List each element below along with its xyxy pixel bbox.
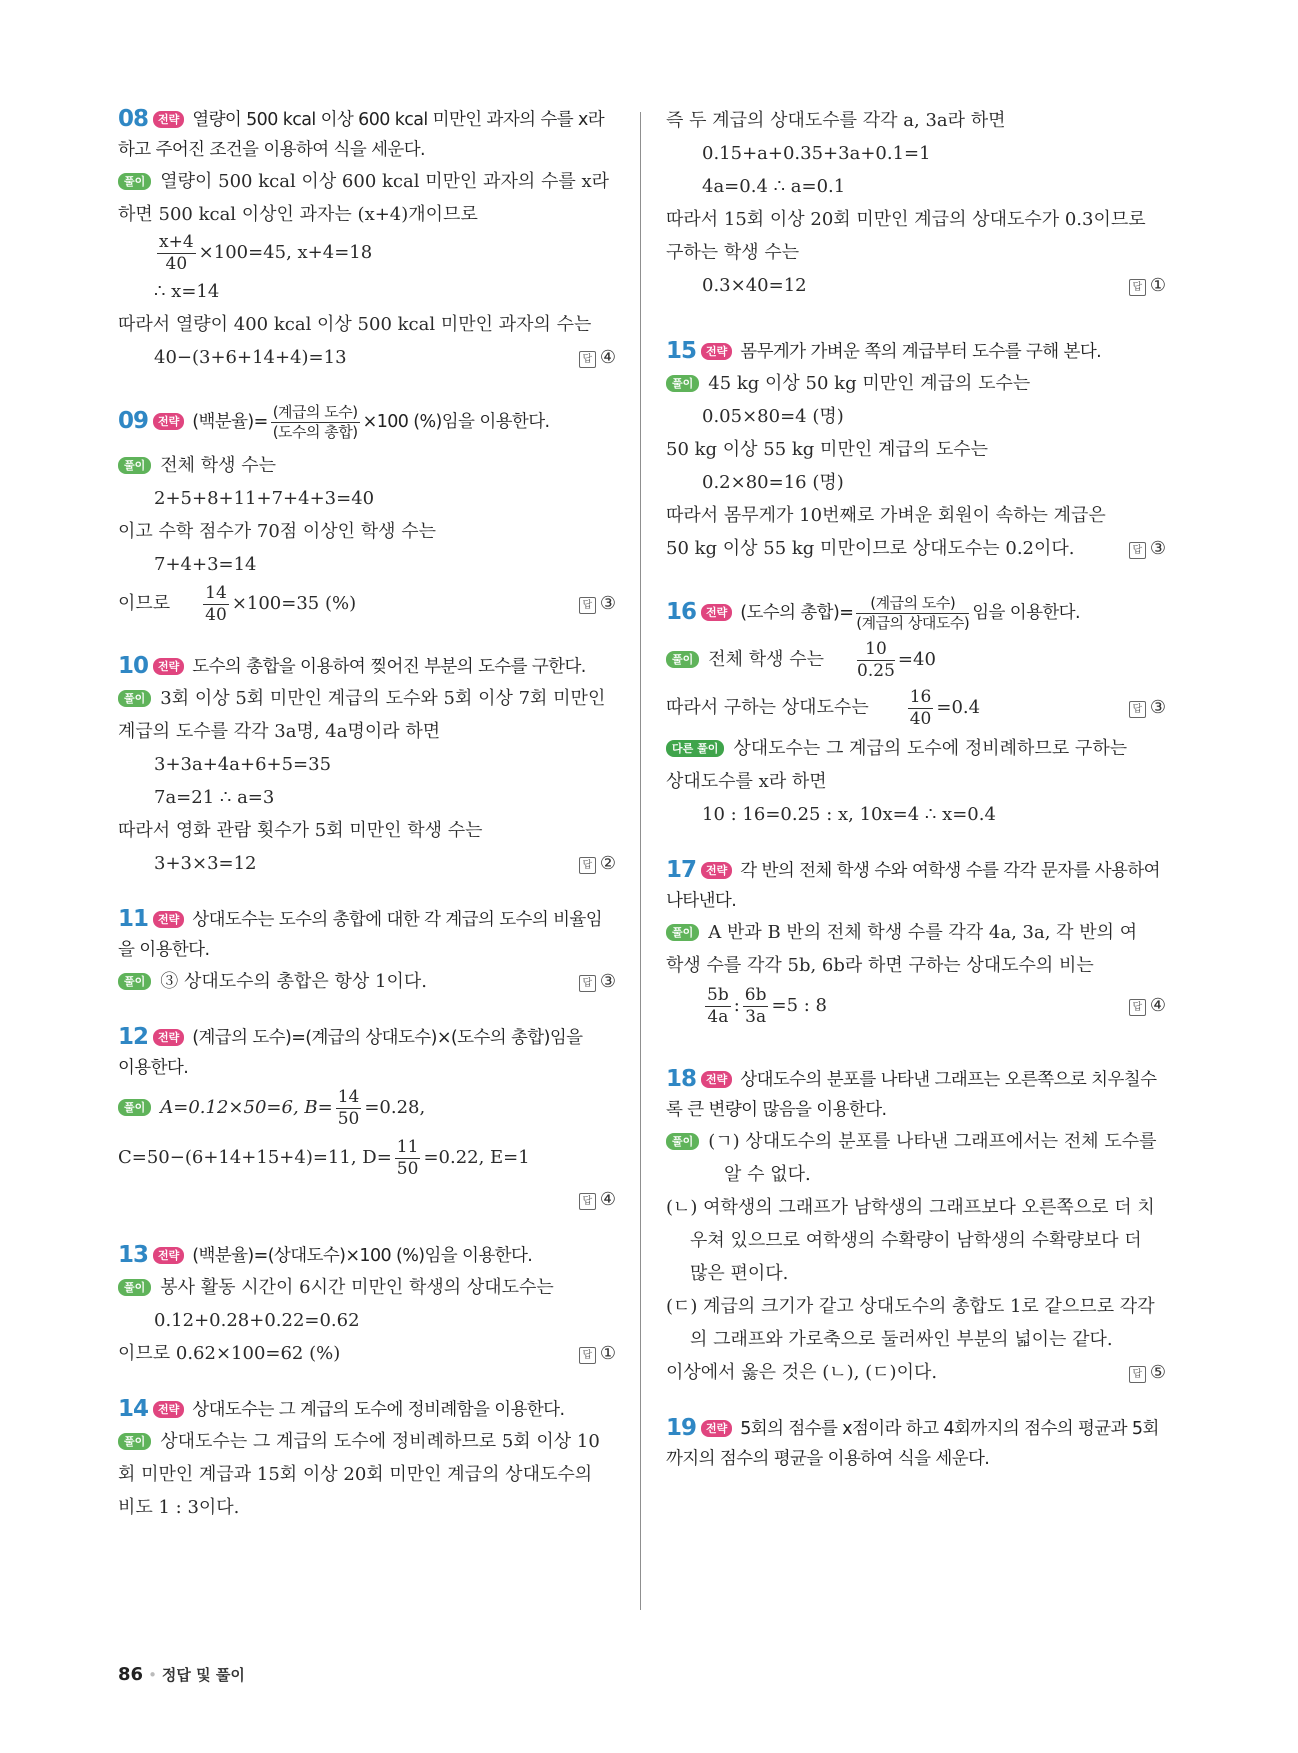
equation: 3+3×3=12 [154,853,257,874]
answer-icon: 답 [579,597,596,614]
answer: 답 ③ [579,965,616,998]
answer-icon: 답 [1129,279,1146,296]
answer-icon: 답 [579,975,596,992]
problem-17: 17 전략 각 반의 전체 학생 수와 여학생 수를 각각 문자를 사용하여 나타낸다. 풀이 A 반과 B 반의 전체 학생 수를 각각 4a, 3a, 각 반의 여 학생 수를 각각 5b, 6b라 하면 구하는 상대도수의 비는 $\frac{5b}{4a}$ : $\frac{6b}{3a}$ =5 : 8 답 ④ [666,855,1166,1030]
column-divider [640,112,641,1610]
equation: 0.05×80=4 (명) [702,406,844,427]
strategy-badge: 전략 [701,604,732,621]
solution-badge: 풀이 [118,1433,151,1450]
equation: 40−(3+6+14+4)=13 [154,347,347,368]
strategy-text: 하고 주어진 조건을 이용하여 식을 세운다. [118,140,425,160]
fraction: $\frac{11}{50}$ [396,1136,419,1179]
problem-number: 13 [118,1242,149,1268]
answer: 답 ③ [579,581,616,627]
strategy-badge: 전략 [701,862,732,879]
answer-icon: 답 [579,351,596,368]
problem-08 [118,104,616,374]
equation: 0.3×40=12 [702,275,807,296]
solution-badge: 풀이 [666,924,699,941]
answer: 답 ④ [1129,982,1166,1030]
problem-number: 17 [666,857,697,883]
solution-text: 하면 500 kcal 이상인 과자는 (x+4)개이므로 [118,204,478,225]
problem-14: 14 전략 상대도수는 그 계급의 도수에 정비례함을 이용한다. 풀이 상대도수는 그 계급의 도수에 정비례하므로 5회 이상 10 회 미만인 계급과 15회 이상 20회 미만인 계급의 상대도수의 비도 1 : 3이다. [118,1396,600,1518]
answer-icon: 답 [579,857,596,874]
strategy-badge: 전략 [153,1029,184,1046]
left-column [118,104,616,1524]
answer-icon: 답 [579,1347,596,1364]
equation: 4a=0.4 ∴ a=0.1 [702,176,846,197]
equation: 7a=21 ∴ a=3 [154,787,275,808]
solution-badge: 풀이 [666,651,699,668]
solution-badge: 풀이 [666,375,699,392]
problem-12: 12 전략 (계급의 도수)=(계급의 상대도수)×(도수의 총합)임을 이용한다. 풀이 A=0.12×50=6, B= $\frac{14}{50}$ =0.28, C=50−(6+14+15+4)=11, D= $\frac{11}{50}$ =0.22, E=1 답 ④ [118,1022,616,1216]
footer-label: 정답 및 풀이 [161,1666,245,1684]
fraction: $\frac{10}{0.25}$ [857,638,895,681]
problem-number: 09 [118,408,149,434]
strategy-badge: 전략 [701,1420,732,1437]
answer-icon: 답 [579,1193,596,1210]
equation: 10 : 16=0.25 : x, 10x=4 ∴ x=0.4 [702,804,996,825]
fraction: $\frac{16}{40}$ [909,686,932,729]
problem-10: 10 전략 도수의 총합을 이용하여 찢어진 부분의 도수를 구한다. 풀이 3회 이상 5회 미만인 계급의 도수와 5회 이상 7회 미만인 계급의 도수를 각각 3a명, 4a명이라 하면 3+3a+4a+6+5=35 7a=21 ∴ a=3 따라서 영화 관람 횟수가 5회 미만인 학생 수는 3+3×3=12 답 ② [118,651,616,880]
equation: 7+4+3=14 [154,554,257,575]
answer-icon: 답 [1129,1366,1146,1383]
solution-text: 열량이 500 kcal 이상 600 kcal 미만인 과자의 수를 x라 [160,171,610,192]
strategy-badge: 전략 [153,1401,184,1418]
problem-11: 11 전략 상대도수는 도수의 총합에 대한 각 계급의 도수의 비율임 을 이용한다. 풀이 ③ 상대도수의 총합은 항상 1이다. 답 ③ [118,904,616,998]
strategy-badge: 전략 [153,658,184,675]
problem-number: 16 [666,599,697,625]
right-column [666,104,1166,1474]
fraction: $\frac{14}{50}$ [337,1086,360,1129]
answer-icon: 답 [1129,999,1146,1016]
problem-number: 18 [666,1066,697,1092]
solution-badge: 풀이 [118,1279,151,1296]
problem-15: 15 전략 몸무게가 가벼운 쪽의 계급부터 도수를 구해 본다. 풀이 45 kg 이상 50 kg 미만인 계급의 도수는 0.05×80=4 (명) 50 kg 이상 55 kg 미만인 계급의 도수는 0.2×80=16 (명) 따라서 몸무게가 10번째로 가벼운 회원이 속하는 계급은 50 kg 이상 55 kg 미만이므로 상대도수는 0.2이다. 답 ③ [666,336,1166,565]
problem-14-continued: 즉 두 계급의 상대도수를 각각 a, 3a라 하면 0.15+a+0.35+3a+0.1=1 4a=0.4 ∴ a=0.1 따라서 15회 이상 20회 미만인 계급의 상대도수가 0.3이므로 구하는 학생 수는 0.3×40=12 답 ① [666,104,1166,302]
page-number: 86 [118,1664,144,1685]
equation: 0.15+a+0.35+3a+0.1=1 [702,143,931,164]
problem-18: 18 전략 상대도수의 분포를 나타낸 그래프는 오른쪽으로 치우칠수 록 큰 변량이 많음을 이용한다. 풀이 (ㄱ) 상대도수의 분포를 나타낸 그래프에서는 전체 도수를 알 수 없다. (ㄴ) 여학생의 그래프가 남학생의 그래프보다 오른쪽으로 더 치 우쳐 있으므로 여학생의 수확량이 남학생의 수확량보다 더 많은 편이다. (ㄷ) 계급의 크기가 같고 상대도수의 총합도 1로 같으므로 각각 의 그래프와 가로축으로 둘러싸인 부분의 넓이는 같다. 이상에서 옳은 것은 (ㄴ), (ㄷ)이다. 답 ⑤ [666,1064,1166,1389]
fraction: $\frac{14}{40}$ [205,582,227,625]
answer: 답 ① [1129,269,1166,302]
answer-icon: 답 [1129,542,1146,559]
equation: ×100=45, x+4=18 [198,242,373,263]
problem-number: 12 [118,1024,149,1050]
fraction: $\frac{5b}{4a}$ [707,984,729,1027]
solution-text: 이고 수학 점수가 70점 이상인 학생 수는 [118,521,437,542]
strategy-badge: 전략 [153,413,184,430]
page-footer: 86 • 정답 및 풀이 [118,1664,245,1685]
solution-badge: 풀이 [118,173,151,190]
fraction: $\frac{6b}{3a}$ [744,984,767,1027]
solution-badge: 풀이 [118,973,151,990]
strategy-badge: 전략 [153,1247,184,1264]
strategy-badge: 전략 [153,911,184,928]
problem-13: 13 전략 (백분율)=(상대도수)×100 (%)임을 이용한다. 풀이 봉사 활동 시간이 6시간 미만인 학생의 상대도수는 0.12+0.28+0.22=0.62 이므로 0.62×100=62 (%) 답 ① [118,1240,616,1370]
strategy-text: 열량이 500 kcal 이상 600 kcal 미만인 과자의 수를 x라 [192,110,605,130]
strategy-badge: 전략 [701,343,732,360]
equation: ×100=35 (%) [231,593,357,614]
problem-19: 19 전략 5회의 점수를 x점이라 하고 4회까지의 점수의 평균과 5회 까지의 점수의 평균을 이용하여 식을 세운다. [666,1415,1159,1469]
problem-number: 19 [666,1415,697,1441]
answer-icon: 답 [1129,701,1146,718]
problem-16: 16 전략 (도수의 총합)= $\frac{\text{(계급의 도수)}}{\text{(계급의 상대도수)}}$ 임을 이용한다. 풀이 전체 학생 수는 $\frac{10}{0.25}$ =40 따라서 구하는 상대도수는 $\frac{16}{40}$ =0.4 답 ③ 다른 풀이 상대도수는 그 계급의 도수에 정비례하므로 구하는 상대도수를 x라 하면 10 : 16=0.25 : x, 10x=4 ∴ x=0.4 [666,589,1166,831]
solution-badge: 풀이 [118,457,151,474]
answer: 답 ② [579,847,616,880]
equation: 0.12+0.28+0.22=0.62 [154,1310,360,1331]
equation: 0.2×80=16 (명) [702,472,844,493]
strategy-badge: 전략 [153,111,184,128]
solution-text: 따라서 열량이 400 kcal 이상 500 kcal 미만인 과자의 수는 [118,314,592,335]
equation: 2+5+8+11+7+4+3=40 [154,488,375,509]
solution-badge: 풀이 [118,690,151,707]
fraction: $\frac{\text{(계급의 도수)}}{\text{(계급의 상대도수)}}$ [856,593,970,632]
solution-badge: 풀이 [666,1133,699,1150]
problem-09: 09 전략 (백분율)= $\frac{\text{(계급의 도수)}}{\text{(도수의 총합)}}$ ×100 (%)임을 이용한다. 풀이 전체 학생 수는 2+5+8+11+7+4+3=40 이고 수학 점수가 70점 이상인 학생 수는 7+4+3=14 이므로 $\frac{14}{40}$ ×100=35 (%) 답 ③ [118,398,616,627]
answer: 답 ⑤ [1129,1356,1166,1389]
equation: ∴ x=14 [154,281,220,302]
solution-badge: 풀이 [118,1099,151,1116]
answer: 답 ① [579,1337,616,1370]
strategy-badge: 전략 [701,1071,732,1088]
problem-number: 11 [118,906,149,932]
answer: 답 ④ [579,341,616,374]
equation: 3+3a+4a+6+5=35 [154,754,332,775]
answer: 답 ③ [1129,532,1166,565]
fraction: $\frac{x+4}{40}$ [159,231,194,274]
problem-number: 14 [118,1396,149,1422]
alt-solution-badge: 다른 풀이 [666,740,724,757]
problem-number: 10 [118,653,149,679]
problem-number: 15 [666,338,697,364]
answer: 답 ④ [579,1183,616,1216]
answer: 답 ③ [1129,684,1166,732]
fraction: $\frac{\text{(계급의 도수)}}{\text{(도수의 총합)}}$ [272,402,358,441]
problem-number: 08 [118,106,149,132]
